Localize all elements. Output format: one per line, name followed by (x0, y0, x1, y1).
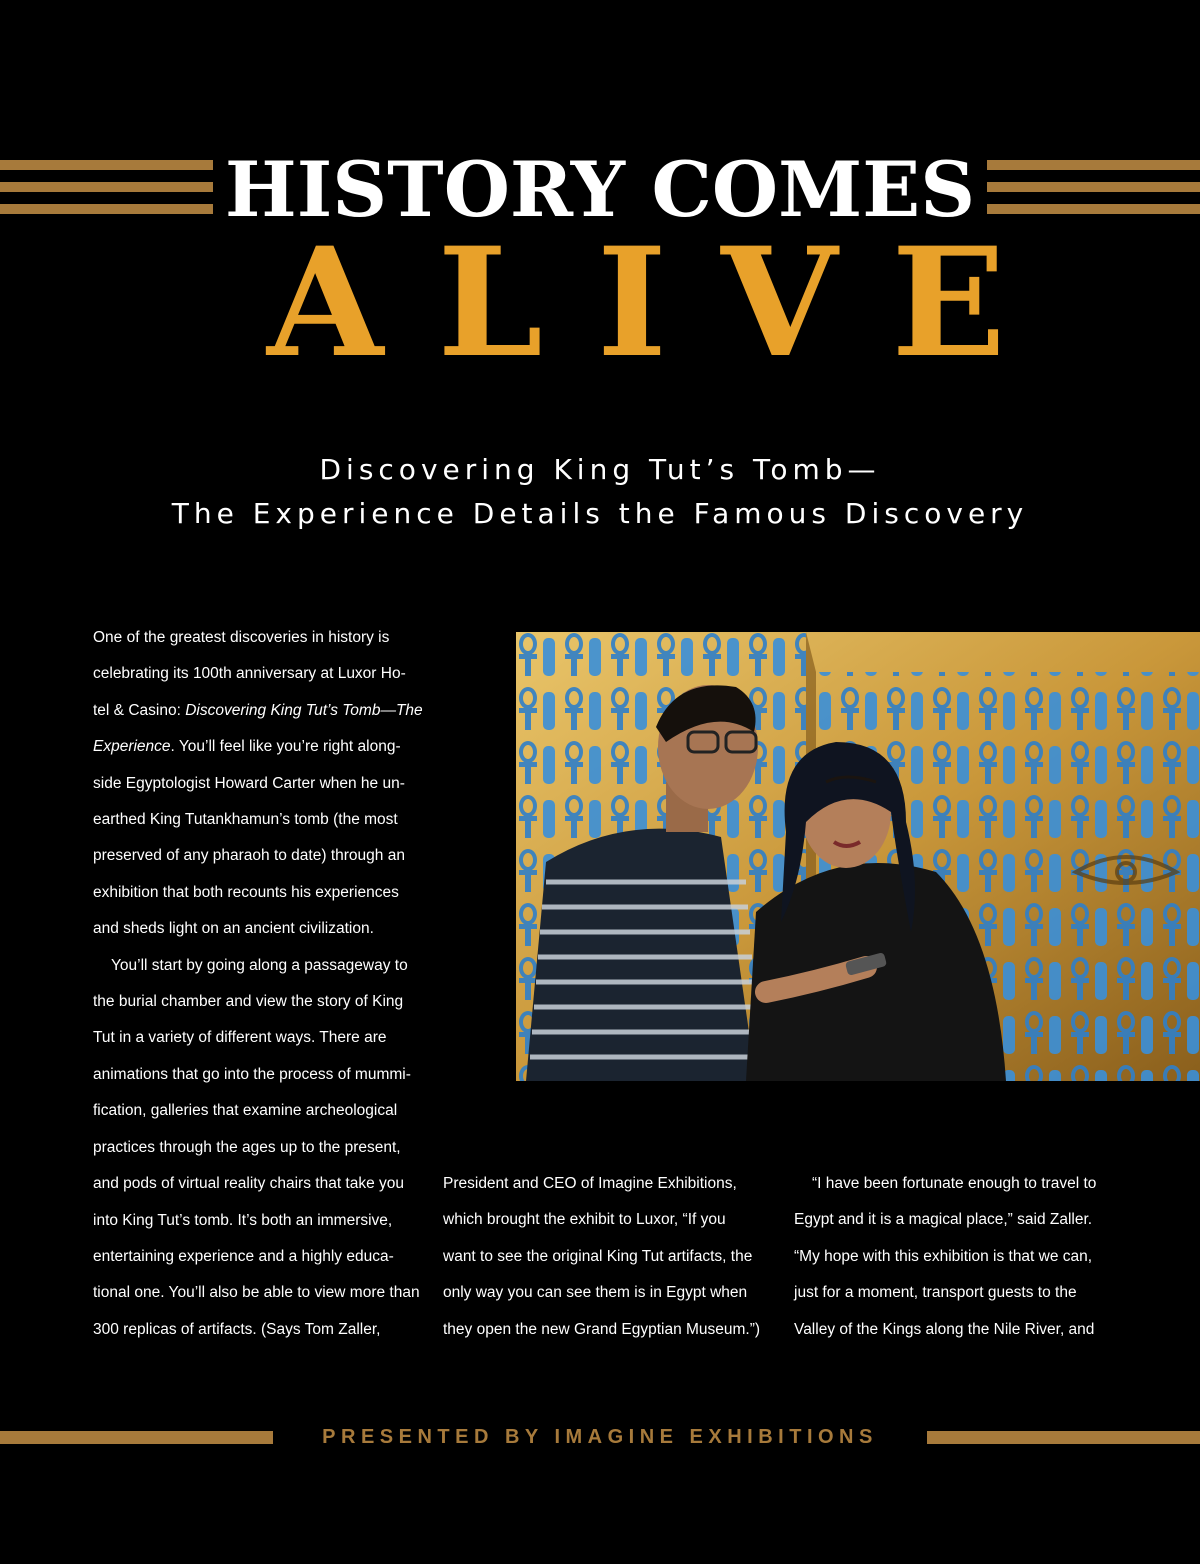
text-line: 300 replicas of artifacts. (Says Tom Zaller, (93, 1320, 381, 1338)
text-line: want to see the original King Tut artifacts, the (443, 1247, 753, 1265)
text-line: Egypt and it is a magical place,” said Zaller. (794, 1211, 1093, 1229)
article-column-3 (794, 1166, 1134, 1348)
header-stripes-right (987, 160, 1200, 220)
text-line: only way you can see them is in Egypt when (443, 1284, 748, 1302)
footer-rule-left (0, 1431, 273, 1444)
article-column-2 (443, 1166, 783, 1348)
headline-line1: HISTORY COMES (224, 145, 976, 234)
text-line (93, 729, 433, 765)
text-line: exhibition that both recounts his experiences (93, 883, 399, 901)
gold-stripe (987, 160, 1200, 170)
text-span: . You’ll feel like you’re right along- (170, 738, 401, 756)
text-line: practices through the ages up to the present, (93, 1138, 401, 1156)
exhibit-title-italic: Discovering King Tut’s Tomb—The (185, 701, 423, 719)
text-line: preserved of any pharaoh to date) through an (93, 847, 405, 865)
gold-stripe (987, 182, 1200, 192)
text-line: celebrating its 100th anniversary at Luxor Ho- (93, 665, 406, 683)
subtitle-line2: The Experience Details the Famous Discovery (171, 497, 1029, 530)
text-line: into King Tut’s tomb. It’s both an immersive, (93, 1211, 393, 1229)
gold-stripe (987, 204, 1200, 214)
text-line: entertaining experience and a highly educa- (93, 1247, 394, 1265)
text-line: Valley of the Kings along the Nile River, and (794, 1320, 1095, 1338)
footer-rule-right (927, 1431, 1200, 1444)
text-line: the burial chamber and view the story of King (93, 993, 404, 1011)
text-line: and sheds light on an ancient civilization. (93, 920, 374, 938)
header-stripes-left (0, 160, 213, 220)
text-line: earthed King Tutankhamun’s tomb (the most (93, 811, 398, 829)
text-line: which brought the exhibit to Luxor, “If you (443, 1211, 726, 1229)
gold-stripe (0, 204, 213, 214)
text-line: “My hope with this exhibition is that we can, (794, 1247, 1093, 1265)
text-span: tel & Casino: (93, 701, 186, 719)
text-line: fication, galleries that examine archeological (93, 1102, 398, 1120)
text-line: You’ll start by going along a passageway to (111, 956, 408, 974)
text-line: they open the new Grand Egyptian Museum.”) (443, 1320, 761, 1338)
text-line: and pods of virtual reality chairs that take you (93, 1175, 405, 1193)
text-line: “I have been fortunate enough to travel to (812, 1175, 1097, 1192)
text-line: Tut in a variety of different ways. There are (93, 1029, 387, 1047)
text-line: just for a moment, transport guests to the (794, 1284, 1077, 1302)
text-line: tional one. You’ll also be able to view more than (93, 1284, 420, 1302)
subtitle (0, 448, 1200, 536)
text-line: side Egyptologist Howard Carter when he un- (93, 774, 405, 792)
text-line: One of the greatest discoveries in history is (93, 629, 390, 646)
subtitle-line1: Discovering King Tut’s Tomb— (319, 453, 881, 486)
text-line: President and CEO of Imagine Exhibitions, (443, 1175, 737, 1192)
tomb-photo (516, 632, 1200, 1081)
footer-presented-by: PRESENTED BY IMAGINE EXHIBITIONS (322, 1426, 878, 1448)
text-line (93, 693, 433, 729)
gold-stripe (0, 160, 213, 170)
tomb-photo-illustration (516, 632, 1200, 1081)
headline-line2: ALIVE (267, 215, 1060, 391)
exhibit-title-italic: Experience (93, 738, 171, 756)
text-line: animations that go into the process of mummi- (93, 1065, 411, 1083)
gold-stripe (0, 182, 213, 192)
article-column-1 (93, 620, 433, 1348)
